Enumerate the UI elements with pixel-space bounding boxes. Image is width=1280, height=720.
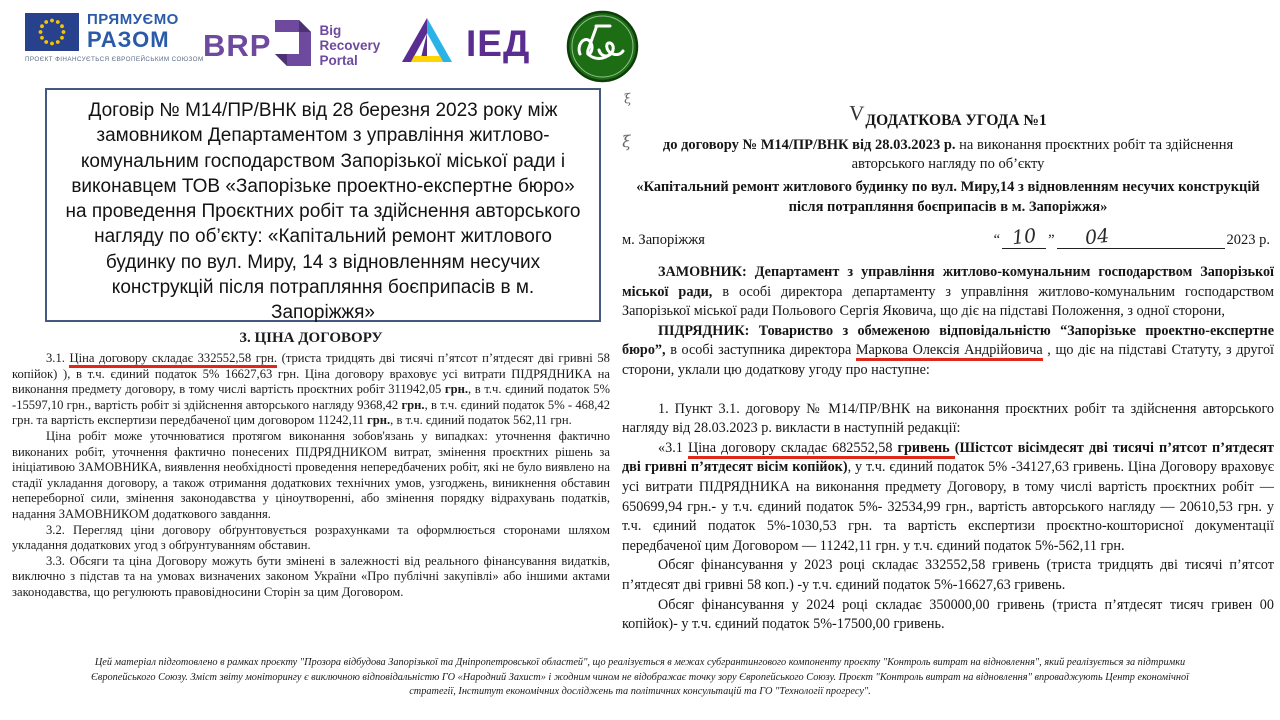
handwritten-month: 04 — [1083, 224, 1110, 250]
text-segment: (триста тридцять дві тисячі п’ятсот п’ятдесят дві гривні 58 копійок) ), в т.ч. єдиний податок 5% 16627,63 грн. Ціна договору враховує усі витрати ПІДРЯДНИКА на виконання предмету договору, в тому числі вартість проєктних робіт 311942,05 — [12, 351, 610, 397]
text-segment: Ціна робіт може уточнюватися протягом виконання зобов'язань у випадках: уточнення фактично виконаних робіт, уточнення фактично понесених ПІДРЯДНИКОМ витрат, змінення проєктних рішень за ініціативою ЗАМОВНИКА, виявлення необхідності проведення непередбачених робіт, які не було виявлено на стадії укладання договору, а також отримання додаткових технічних умов, узгоджень, виникнення обставин непереборної сили, змінення законодавства у ціноутворенні, або змінення порядку відрахувань податків, надання ЗАМОВНИКОМ додаткового завдання. — [12, 428, 610, 521]
left-doc-paragraph-3-2 — [12, 523, 610, 554]
right-doc-body — [622, 263, 1274, 635]
right-doc-paragraph-customer — [622, 263, 1274, 322]
date-year: 2023 р. — [1226, 232, 1270, 248]
text-segment: 3.2. Перегляд ціни договору обґрунтовується розрахунками та оформлюється сторонами шляхом укладання додаткових угод з обґрунтуванням обставин. — [12, 522, 610, 553]
right-doc-place: м. Запоріжжя — [622, 232, 705, 248]
right-doc-paragraph-contractor — [622, 322, 1274, 381]
footer-line-1: Цей матеріал підготовлено в рамках проєкту "Прозора відбудова Запорізької та Дніпропетровської областей", що реалізується в межах субгрантингового компоненту проєкту "Контроль витрат на відновлення", який реалізується за підтримки — [94, 657, 1186, 668]
brp-logo-line1: Big — [319, 23, 342, 38]
ied-logo — [398, 16, 530, 71]
eu-logo-wordmark — [87, 12, 179, 51]
right-doc-paragraph-financing-2024 — [622, 596, 1274, 635]
checkmark-mark: V — [848, 100, 866, 126]
text-segment: до договору № М14/ПР/ВНК від 28.03.2023 р. — [662, 137, 956, 153]
brp-logo — [203, 18, 380, 73]
eu-logo — [25, 12, 210, 63]
logo-bar — [0, 0, 1280, 86]
text-segment: 1. Пункт 3.1. договору № М14/ПР/ВНК на виконання проєктних робіт та здійснення авторського нагляду від 28.03.2023 р. викласти в наступній редакції: — [622, 400, 1274, 437]
footer-line-3: стратегії, Інститут економічних досліджень та політичних консультацій та ГО "Технології прогресу". — [409, 686, 871, 698]
ied-triangle-icon — [398, 16, 456, 71]
nz-emblem-icon — [566, 70, 639, 87]
right-doc-subtitle1 — [622, 137, 1274, 154]
left-document-scan — [12, 330, 610, 601]
margin-scribble-icon: ξ — [622, 91, 633, 108]
handwritten-day-field — [1002, 224, 1046, 250]
text-segment: грн. — [367, 413, 391, 428]
close-quote: ” — [1048, 232, 1055, 248]
text-segment: 3.3. Обсяги та ціна Договору можуть бути змінені в залежності від реального фінансування видатків, виключно з підстав та на умовах визначених законом України «Про публічні закупівлі» або іншими актами законодавства, що регулюють правовідносини Сторін за цим Договором. — [12, 553, 610, 599]
text-segment: (Шістсот вісімдесят дві тисячі п’ятсот п’ятдесят дві гривні п’ятдесят вісім копійок) — [622, 439, 1274, 476]
right-doc-date-row — [622, 223, 1274, 249]
red-underlined-text: гривень — [898, 440, 955, 459]
footer-disclaimer — [20, 656, 1260, 700]
right-doc-paragraph-financing-2023 — [622, 556, 1274, 595]
eu-flag-icon — [25, 13, 79, 51]
brp-logo-abbr: BRP — [203, 28, 272, 63]
left-doc-paragraph-price-clarification — [12, 429, 610, 523]
text-segment: ПІДРЯДНИК: Товариство з обмеженою відповідальністю “Запорізьке проектно-експертне бюро”, — [622, 322, 1274, 359]
eu-logo-subtext: ПРОЄКТ ФІНАНСУЄТЬСЯ ЄВРОПЕЙСЬКИМ СОЮЗОМ — [25, 56, 204, 63]
text-segment: Обсяг фінансування у 2023 році складає 332552,58 гривень (триста тридцять дві тисячі п’ятсот п’ятдесят дві гривні 58 коп.) -у т.ч. єдиний податок 5%-16627,63 гривень. — [622, 557, 1274, 593]
text-segment: , що діє на підставі Статуту, з другої сторони, уклали цю додаткову угоду про наступне: — [622, 342, 1274, 378]
text-segment: грн. — [401, 397, 425, 412]
text-segment: Обсяг фінансування у 2024 році складає 350000,00 гривень (триста п’ятдесят тисяч гривен 00 копійок)- у т.ч. єдиний податок 5%-17500,00 гривень. — [622, 596, 1274, 633]
brp-logo-line2: Recovery — [319, 38, 381, 53]
right-doc-paragraph-item1 — [622, 400, 1274, 439]
left-doc-paragraph-3-1 — [12, 351, 610, 429]
text-segment: в особі директора департаменту з управління житлово-комунальним господарством Запорізької міської ради Польового Сергія Яковича, що діє на підставі Положення, з одної сторони, — [622, 283, 1274, 320]
right-doc-object-line: «Капітальний ремонт житлового будинку по вул. Миру,14 з відновленням несучих конструкцій після потрапляння боєприпасів в м. Запоріжжя» — [636, 179, 1260, 215]
right-doc-date — [993, 224, 1274, 250]
margin-scribble-icon: ξ — [621, 131, 632, 152]
open-quote: “ — [993, 232, 1001, 248]
red-underlined-text: Ціна договору складає 682552,58 — [688, 440, 898, 459]
text-segment: , в т.ч. єдиний податок 5% -15597,10 грн., вартість робіт зі здійснення авторського нагляду 9368,42 — [12, 382, 610, 412]
right-document-scan — [622, 92, 1274, 635]
handwritten-day: 10 — [1010, 224, 1038, 250]
right-doc-title-row — [622, 100, 1274, 131]
text-segment: грн. — [444, 382, 469, 397]
text-segment: , у т.ч. єдиний податок 5% -34127,63 гривень. Ціна Договору враховує усі витрати ПІДРЯДНИКА на виконання предмету Договору, в тому числі вартість проєктних робіт — 650699,94 грн.- у т.ч. єдиний податок 5%- 32534,99 грн., вартість авторського нагляду — 20610,53 грн. у т.ч. єдиний податок 5%-1030,53 грн. та вартість експертизи проєктно-кошторисної документації передбаченої цим Договором — 11242,11 грн. у т.ч. єдиний податок 5%-562,11 грн. — [622, 459, 1274, 554]
text-segment: , в т.ч. єдиний податок 5% - 468,42 грн. та вартість експертизи передбаченої цим договором 11242,11 — [12, 397, 610, 428]
right-doc-paragraph-new-price — [622, 439, 1274, 557]
text-segment: «3.1 — [658, 439, 688, 456]
footer-line-2: Європейського Союзу. Зміст звіту моніторингу є виключною відповідальністю ГО «Народний Захист» і жодним чином не відображає точку зору Європейського Союзу. Проєкт "Контроль витрат на відновлення" впроваджують Центр економічної — [91, 671, 1189, 683]
eu-logo-line1: ПРЯМУЄМО — [87, 11, 179, 28]
right-doc-title: ДОДАТКОВА УГОДА №1 — [865, 112, 1047, 129]
text-segment: , в т.ч. єдиний податок 562,11 грн. — [390, 413, 572, 428]
text-segment: 3.1. — [46, 351, 70, 365]
eu-logo-line2: РАЗОМ — [87, 27, 170, 52]
brp-logo-wordmark — [319, 23, 380, 68]
left-doc-paragraph-3-3 — [12, 554, 610, 601]
red-underlined-text: Маркова Олексія Андрійовича — [856, 342, 1043, 361]
text-segment: ЗАМОВНИК: Департамент з управління житлово-комунальним господарством Запорізької міської ради, — [622, 264, 1274, 300]
right-doc-subtitle2: авторського нагляду по об’єкту — [851, 156, 1045, 172]
nz-logo — [566, 10, 639, 83]
text-segment: в особі заступника директора — [665, 342, 856, 359]
red-underlined-text: Ціна договору складає 332552,58 грн. — [69, 351, 277, 368]
brp-logo-line3: Portal — [319, 53, 358, 68]
left-doc-title: 3. ЦІНА ДОГОВОРУ — [239, 330, 383, 346]
contract-summary-box: Договір № М14/ПР/ВНК від 28 березня 2023 року між замовником Департаментом з управління житлово-комунальним господарством Запорізької міської ради і виконавцем ТОВ «Запорізьке проектно-експертне бюро» на проведення Проєктних робіт та здійснення авторського нагляду по об’єкту: «Капітальний ремонт житлового будинку по вул. Миру, 14 з відновленням несучих конструкцій після потрапляння боєприпасів в м. Запоріжжя» — [45, 88, 601, 322]
text-segment: на виконання проєктних робіт та здійснення — [955, 137, 1234, 153]
handwritten-month-field — [1057, 224, 1225, 250]
ied-logo-text: ІЕД — [466, 23, 531, 64]
brp-bracket-icon — [273, 18, 313, 73]
